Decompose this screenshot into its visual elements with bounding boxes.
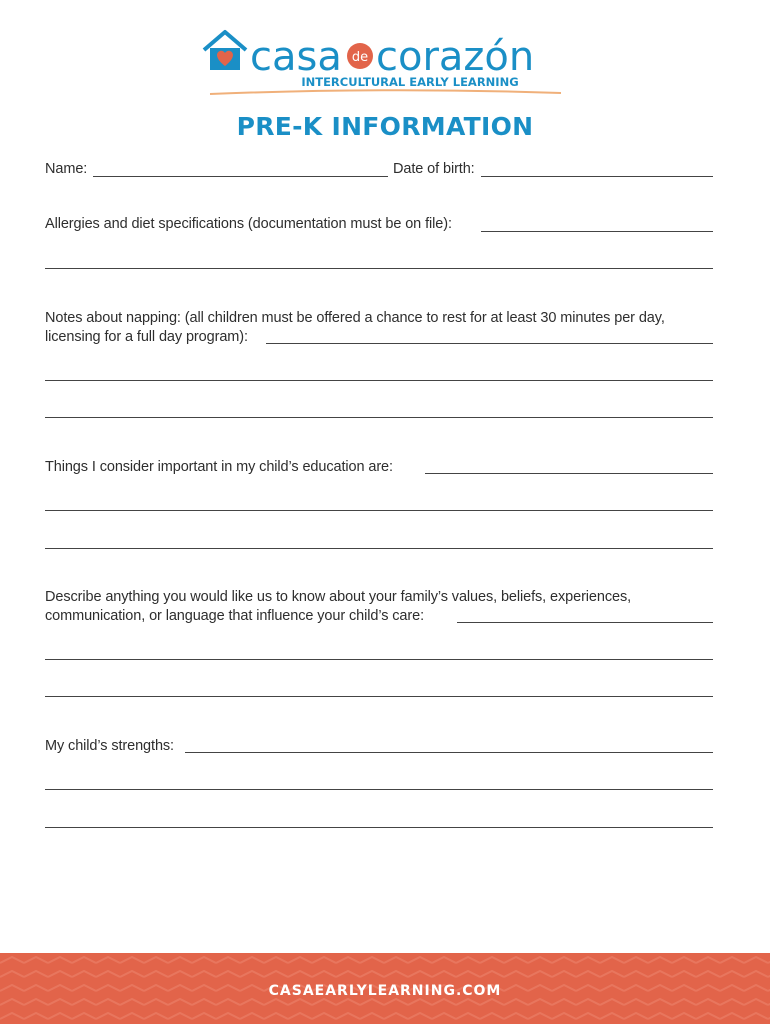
logo-swoosh <box>208 88 563 96</box>
napping-field-line-2[interactable] <box>45 380 713 381</box>
name-label: Name: <box>45 161 88 177</box>
page-title: PRE-K INFORMATION <box>236 112 534 141</box>
important-field-line-1[interactable] <box>425 473 713 474</box>
logo-graphic <box>200 22 570 98</box>
allergies-field-line-2[interactable] <box>45 268 713 269</box>
house-heart-icon <box>204 32 246 70</box>
logo-text-de: de <box>351 50 369 65</box>
napping-label-line1: Notes about napping: (all children must be offered a chance to rest for at least 30 minutes per day, <box>45 310 665 326</box>
describe-field-line-3[interactable] <box>45 696 713 697</box>
allergies-field-line-1[interactable] <box>481 231 713 232</box>
describe-label-line2: communication, or language that influence your child’s care: <box>45 608 425 624</box>
casa-de-corazon-logo <box>200 22 570 98</box>
strengths-label: My child’s strengths: <box>45 738 174 754</box>
name-field-line[interactable] <box>93 176 388 177</box>
describe-label-line1: Describe anything you would like us to know about your family’s values, beliefs, experiences, <box>45 589 632 605</box>
describe-field-line-1[interactable] <box>457 622 713 623</box>
important-field-line-3[interactable] <box>45 548 713 549</box>
logo-text-casa: casa <box>250 34 342 80</box>
dob-field-line[interactable] <box>481 176 713 177</box>
strengths-field-line-2[interactable] <box>45 789 713 790</box>
strengths-field-line-3[interactable] <box>45 827 713 828</box>
important-label: Things I consider important in my child’s education are: <box>45 459 393 475</box>
describe-field-line-2[interactable] <box>45 659 713 660</box>
footer-bar <box>0 953 770 1024</box>
strengths-field-line-1[interactable] <box>185 752 713 753</box>
footer-website-link[interactable]: CASAEARLYLEARNING.COM <box>268 983 502 999</box>
important-field-line-2[interactable] <box>45 510 713 511</box>
allergies-label: Allergies and diet specifications (documentation must be on file): <box>45 216 452 232</box>
napping-label-line2: licensing for a full day program): <box>45 329 248 345</box>
napping-field-line-3[interactable] <box>45 417 713 418</box>
dob-label: Date of birth: <box>393 161 475 177</box>
napping-field-line-1[interactable] <box>266 343 713 344</box>
logo-text-corazon: corazón <box>376 34 535 80</box>
logo-tagline: INTERCULTURAL EARLY LEARNING <box>301 75 519 89</box>
